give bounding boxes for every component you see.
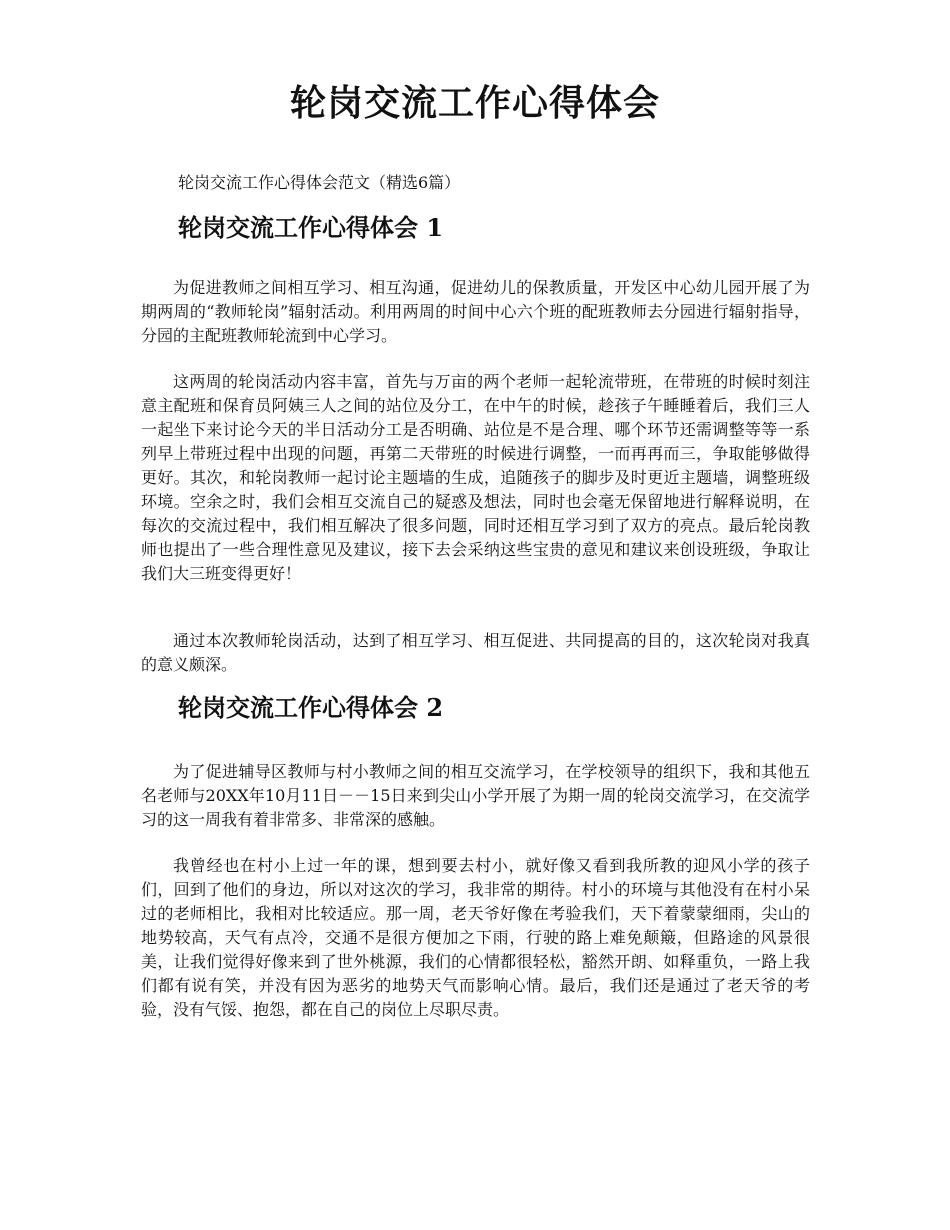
document-subtitle: 轮岗交流工作心得体会范文（精选6篇） — [178, 173, 461, 192]
section-2-paragraph-1: 为了促进辅导区教师与村小教师之间的相互交流学习，在学校领导的组织下，我和其他五名老师与20XX年10月11日－－15日来到尖山小学开展了为期一周的轮岗交流学习，在交流学习的这一周我有着非常多、非常深的感触。 — [141, 762, 810, 829]
section-1-paragraph-2: 这两周的轮岗活动内容丰富，首先与万亩的两个老师一起轮流带班，在带班的时候时刻注意主配班和保育员阿姨三人之间的站位及分工，在中午的时候，趁孩子午睡睡着后，我们三人一起坐下来讨论今天的半日活动分工是否明确、站位是不是合理、哪个环节还需调整等等一系列早上带班过程中出现的问题，再第二天带班的时候进行调整，一而再再而三，争取能够做得更好。其次，和轮岗教师一起讨论主题墙的生成，追随孩子的脚步及时更近主题墙，调整班级环境。空余之时，我们会相互交流自己的疑惑及想法，同时也会毫无保留地进行解释说明，在每次的交流过程中，我们相互解决了很多问题，同时还相互学习到了双方的亮点。最后轮岗教师也提出了一些合理性意见及建议，接下去会采纳这些宝贵的意见和建议来创设班级，争取让我们大三班变得更好！ — [141, 372, 810, 583]
section-1-heading: 轮岗交流工作心得体会 1 — [178, 213, 444, 242]
section-2-heading: 轮岗交流工作心得体会 2 — [178, 693, 444, 722]
section-1-paragraph-3: 通过本次教师轮岗活动，达到了相互学习、相互促进、共同提高的目的，这次轮岗对我真的意义颇深。 — [141, 631, 810, 674]
document-title: 轮岗交流工作心得体会 — [289, 82, 660, 124]
section-1-paragraph-1: 为促进教师之间相互学习、相互沟通，促进幼儿的保教质量，开发区中心幼儿园开展了为期两周的“教师轮岗”辐射活动。利用两周的时间中心六个班的配班教师去分园进行辐射指导，分园的主配班教师轮流到中心学习。 — [141, 278, 810, 345]
section-2-paragraph-2: 我曾经也在村小上过一年的课，想到要去村小，就好像又看到我所教的迎风小学的孩子们，回到了他们的身边，所以对这次的学习，我非常的期待。村小的环境与其他没有在村小呆过的老师相比，我相对比较适应。那一周，老天爷好像在考验我们，天下着蒙蒙细雨，尖山的地势较高，天气有点冷，交通不是很方便加之下雨，行驶的路上难免颠簸，但路途的风景很美，让我们觉得好像来到了世外桃源，我们的心情都很轻松，豁然开朗、如释重负，一路上我们都有说有笑，并没有因为恶劣的地势天气而影响心情。最后，我们还是通过了老天爷的考验，没有气馁、抱怨，都在自己的岗位上尽职尽责。 — [141, 856, 810, 1019]
